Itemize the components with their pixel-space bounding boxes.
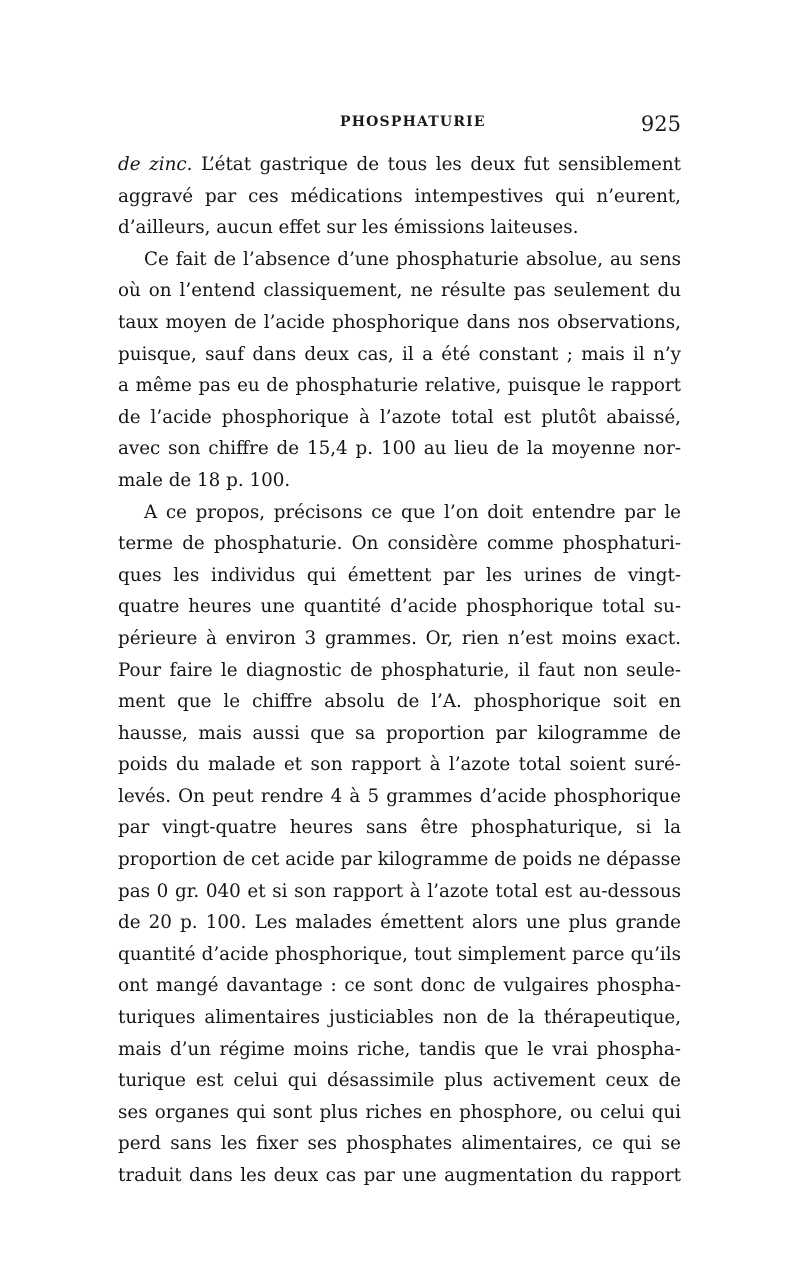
text-line: perd sans les fixer ses phosphates alimentaires, ce qui se <box>118 1133 681 1155</box>
text-line: ses organes qui sont plus riches en phosphore, ou celui qui <box>118 1101 681 1123</box>
text-line: a même pas eu de phosphaturie relative, puisque le rapport <box>118 375 681 397</box>
text-line: ment que le chiffre absolu de l’A. phosphorique soit en <box>118 691 681 713</box>
paragraph-start-line: A ce propos, précisons ce que l’on doit entendre par le <box>144 501 681 523</box>
text-line: d’ailleurs, aucun effet sur les émissions laiteuses. <box>118 217 579 239</box>
text-line-rest: L’état gastrique de tous les deux fut sensiblement <box>192 154 681 175</box>
text-line: par vingt-quatre heures sans être phosphaturique, si la <box>118 817 681 839</box>
text-line: ques les individus qui émettent par les urines de vingt- <box>118 564 681 586</box>
text-line: puisque, sauf dans deux cas, il a été constant ; mais il n’y <box>118 343 681 365</box>
text-line: turique est celui qui désassimile plus activement ceux de <box>118 1070 681 1092</box>
text-line: taux moyen de l’acide phosphorique dans nos observations, <box>118 311 681 333</box>
paragraph-start-line: Ce fait de l’absence d’une phosphaturie absolue, au sens <box>144 248 681 270</box>
text-line: quatre heures une quantité d’acide phosphorique total su- <box>118 596 681 618</box>
text-line: mais d’un régime moins riche, tandis que le vrai phospha- <box>118 1038 681 1060</box>
text-line: de l’acide phosphorique à l’azote total est plutôt abaissé, <box>118 406 681 428</box>
text-line: male de 18 p. 100. <box>118 469 291 491</box>
text-line: ont mangé davantage : ce sont donc de vulgaires phospha- <box>118 975 681 997</box>
italic-phrase: de zinc. <box>118 154 193 175</box>
text-line: périeure à environ 3 grammes. Or, rien n’est moins exact. <box>118 627 681 649</box>
text-line: levés. On peut rendre 4 à 5 grammes d’acide phosphorique <box>118 785 681 807</box>
text-line: aggravé par ces médications intempestives qui n’eurent, <box>118 185 681 207</box>
text-line: où on l’entend classiquement, ne résulte pas seulement du <box>118 280 681 302</box>
text-line: turiques alimentaires justiciables non de la thérapeutique, <box>118 1007 681 1029</box>
running-title: PHOSPHATURIE <box>340 114 486 130</box>
page-number: 925 <box>640 112 681 136</box>
text-line: avec son chiffre de 15,4 p. 100 au lieu de la moyenne nor- <box>118 438 681 460</box>
text-line: de 20 p. 100. Les malades émettent alors une plus grande <box>118 912 681 934</box>
text-line: hausse, mais aussi que sa proportion par kilogramme de <box>118 722 681 744</box>
text-line: quantité d’acide phosphorique, tout simplement parce qu’ils <box>118 943 681 965</box>
text-line: traduit dans les deux cas par une augmentation du rapport <box>118 1165 681 1186</box>
text-line <box>118 149 681 181</box>
running-head <box>118 112 681 142</box>
text-line: Pour faire le diagnostic de phosphaturie, il faut non seule- <box>118 659 681 681</box>
text-line: terme de phosphaturie. On considère comme phosphaturi- <box>118 533 681 555</box>
text-line: proportion de cet acide par kilogramme de poids ne dépasse <box>118 849 681 871</box>
text-line: pas 0 gr. 040 et si son rapport à l’azote total est au-dessous <box>118 880 681 902</box>
text-line: poids du malade et son rapport à l’azote total soient suré- <box>118 754 681 776</box>
body-text <box>118 149 681 1192</box>
